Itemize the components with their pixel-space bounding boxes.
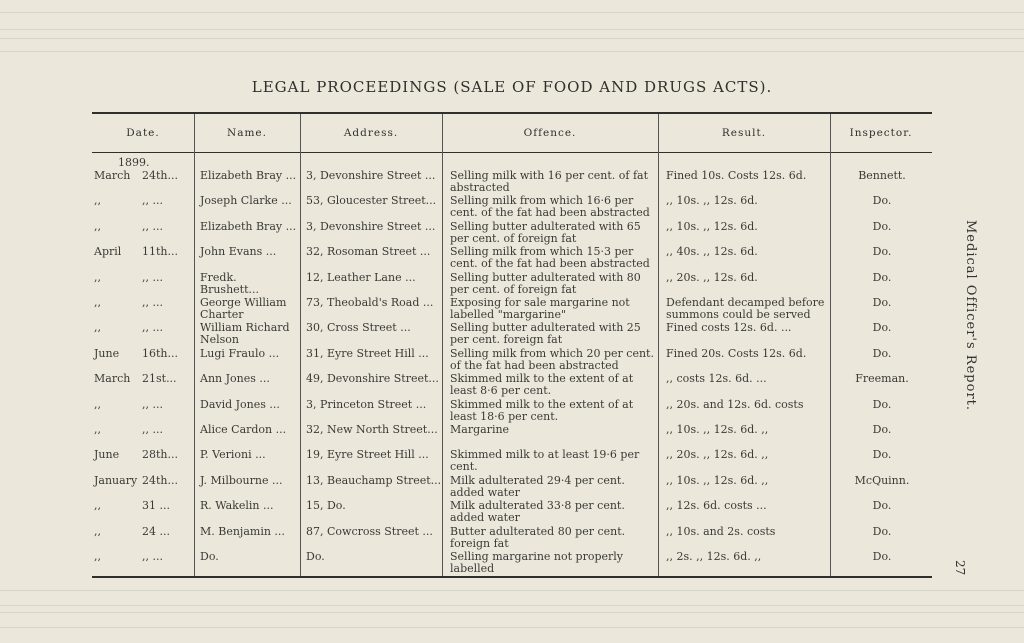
cell-name: Elizabeth Bray ... (200, 169, 297, 182)
cell-name: M. Benjamin ... (200, 524, 285, 538)
cell-day: 21st... (142, 372, 177, 386)
cell-name: George William Charter (200, 296, 287, 321)
cell-name: Alice Cardon ... (200, 423, 287, 436)
cell-inspector: Do. (872, 499, 892, 513)
bleed-through-line (0, 590, 1024, 606)
cell-result: ,, 2s. ,, 12s. 6d. ,, (666, 550, 762, 563)
cell-inspector: Freeman. (855, 372, 909, 386)
cell-address: 15, Do. (306, 499, 346, 513)
cell-name: Lugi Fraulo ... (200, 346, 280, 360)
cell-day: 24th... (142, 473, 178, 487)
cell-month: ,, (94, 321, 101, 335)
cell-name: John Evans ... (200, 245, 277, 259)
cell-address: 12, Leather Lane ... (306, 270, 416, 284)
cell-offence: Selling milk from which 16·6 per cent. of the fat had been abstracted (450, 194, 650, 220)
cell-month: ,, (94, 296, 101, 309)
cell-day: 28th... (142, 448, 178, 462)
cell-inspector: Do. (872, 448, 892, 462)
cell-month: ,, (94, 194, 101, 208)
cell-day: ,, ... (142, 321, 163, 335)
cell-month: March (94, 372, 131, 386)
bleed-through-line (0, 38, 1024, 52)
cell-offence: Skimmed milk to at least 19·6 per cent. (450, 448, 640, 474)
cell-result: ,, 20s. ,, 12s. 6d. (666, 270, 758, 284)
cell-offence: Butter adulterated 80 per cent. foreign fat (450, 524, 626, 550)
cell-inspector: Do. (872, 321, 892, 335)
cell-name: P. Verioni ... (200, 448, 266, 462)
header-date: Date. (126, 127, 160, 139)
cell-name: Fredk. Brushett... (200, 270, 259, 296)
cell-address: 3, Princeton Street ... (306, 397, 427, 411)
cell-result: ,, 10s. ,, 12s. 6d. ,, (666, 423, 769, 436)
cell-name: Do. (200, 550, 219, 563)
cell-address: 19, Eyre Street Hill ... (306, 448, 429, 462)
cell-result: ,, costs 12s. 6d. ... (666, 372, 767, 386)
cell-offence: Selling butter adulterated with 65 per cent. of foreign fat (450, 219, 641, 245)
cell-offence: Skimmed milk to the extent of at least 8·6 per cent. (450, 372, 634, 398)
cell-result: ,, 12s. 6d. costs ... (666, 499, 767, 513)
cell-result: ,, 40s. ,, 12s. 6d. (666, 245, 758, 259)
cell-result: ,, 10s. ,, 12s. 6d. (666, 219, 758, 233)
cell-month: ,, (94, 524, 101, 538)
cell-name: J. Milbourne ... (200, 473, 283, 487)
cell-offence: Selling butter adulterated with 80 per cent. of foreign fat (450, 270, 641, 296)
cell-address: 32, New North Street... (306, 423, 438, 436)
cell-inspector: McQuinn. (854, 473, 910, 487)
cell-name: Elizabeth Bray ... (200, 219, 297, 233)
cell-inspector: Do. (872, 296, 892, 309)
cell-month: ,, (94, 550, 101, 563)
cell-offence: Selling milk from which 20 per cent. of the fat had been abstracted (450, 346, 654, 372)
cell-name: David Jones ... (200, 397, 280, 411)
bleed-through-line (0, 612, 1024, 628)
cell-offence: Exposing for sale margarine not labelled "margarine" (450, 296, 630, 321)
cell-month: ,, (94, 270, 101, 284)
cell-month: April (94, 245, 122, 259)
cell-day: 16th... (142, 346, 178, 360)
cell-inspector: Do. (872, 423, 892, 436)
cell-inspector: Do. (872, 194, 892, 208)
cell-month: March (94, 169, 131, 182)
cell-address: 3, Devonshire Street ... (306, 169, 436, 182)
cell-address: 53, Gloucester Street... (306, 194, 437, 208)
cell-result: Defendant decamped before summons could be served (666, 296, 825, 321)
cell-result: ,, 20s. ,, 12s. 6d. ,, (666, 448, 769, 462)
cell-result: ,, 20s. and 12s. 6d. costs (666, 397, 804, 411)
cell-offence: Selling milk with 16 per cent. of fat abstracted (450, 169, 648, 194)
page-number: 27 (953, 560, 967, 576)
cell-day: ,, ... (142, 397, 163, 411)
cell-day: 24th... (142, 169, 178, 182)
cell-inspector: Do. (872, 270, 892, 284)
cell-name: Joseph Clarke ... (200, 194, 292, 208)
cell-inspector: Do. (872, 245, 892, 259)
cell-day: ,, ... (142, 270, 163, 284)
cell-result: ,, 10s. and 2s. costs (666, 524, 776, 538)
cell-day: 31 ... (142, 499, 170, 513)
cell-inspector: Do. (872, 346, 892, 360)
cell-inspector: Do. (872, 550, 892, 563)
header-offence: Offence. (523, 127, 577, 139)
header-result: Result. (721, 127, 767, 139)
cell-address: 49, Devonshire Street... (306, 372, 439, 386)
header-address: Address. (343, 127, 399, 139)
cell-month: ,, (94, 219, 101, 233)
running-header: Medical Officer's Report. (963, 220, 978, 412)
page-title: LEGAL PROCEEDINGS (SALE OF FOOD AND DRUGS ACTS). (251, 78, 773, 96)
cell-month: June (94, 448, 120, 462)
cell-name: R. Wakelin ... (200, 499, 274, 513)
cell-inspector: Do. (872, 219, 892, 233)
cell-offence: Selling butter adulterated with 25 per cent. foreign fat (450, 321, 641, 347)
cell-offence: Selling milk from which 15·3 per cent. of the fat had been abstracted (450, 245, 650, 271)
cell-address: 13, Beauchamp Street... (306, 473, 442, 487)
cell-month: ,, (94, 423, 101, 436)
cell-name: William Richard Nelson (200, 321, 290, 347)
cell-result: ,, 10s. ,, 12s. 6d. (666, 194, 758, 208)
cell-address: 32, Rosoman Street ... (306, 245, 431, 259)
cell-result: Fined costs 12s. 6d. ... (666, 321, 792, 335)
bleed-through-line (0, 12, 1024, 30)
cell-day: 11th... (142, 245, 178, 259)
cell-address: 30, Cross Street ... (306, 321, 411, 335)
cell-offence: Milk adulterated 29·4 per cent. added water (450, 473, 625, 499)
year-label: 1899. (118, 156, 150, 169)
cell-result: Fined 20s. Costs 12s. 6d. (666, 346, 807, 360)
cell-day: ,, ... (142, 550, 163, 563)
cell-address: 73, Theobald's Road ... (306, 296, 434, 309)
cell-day: ,, ... (142, 423, 163, 436)
cell-day: ,, ... (142, 296, 163, 309)
header-rule (92, 152, 932, 153)
cell-month: ,, (94, 397, 101, 411)
cell-offence: Skimmed milk to the extent of at least 18·6 per cent. (450, 397, 634, 423)
cell-result: ,, 10s. ,, 12s. 6d. ,, (666, 473, 769, 487)
cell-month: January (94, 473, 138, 487)
cell-address: Do. (306, 550, 325, 563)
header-name: Name. (227, 127, 267, 139)
cell-offence: Milk adulterated 33·8 per cent. added water (450, 499, 625, 525)
cell-day: 24 ... (142, 524, 170, 538)
cell-offence: Selling margarine not properly labelled (450, 550, 624, 575)
cell-name: Ann Jones ... (200, 372, 270, 386)
cell-day: ,, ... (142, 219, 163, 233)
cell-month: ,, (94, 499, 101, 513)
cell-inspector: Do. (872, 397, 892, 411)
cell-inspector: Bennett. (858, 169, 906, 182)
cell-address: 3, Devonshire Street ... (306, 219, 436, 233)
cell-day: ,, ... (142, 194, 163, 208)
cell-address: 87, Cowcross Street ... (306, 524, 433, 538)
cell-month: June (94, 346, 120, 360)
cell-inspector: Do. (872, 524, 892, 538)
cell-result: Fined 10s. Costs 12s. 6d. (666, 169, 807, 182)
cell-address: 31, Eyre Street Hill ... (306, 346, 429, 360)
table-row (92, 551, 932, 585)
header-inspector: Inspector. (849, 127, 913, 139)
cell-offence: Margarine (450, 423, 510, 436)
table-top-rule (92, 112, 932, 114)
